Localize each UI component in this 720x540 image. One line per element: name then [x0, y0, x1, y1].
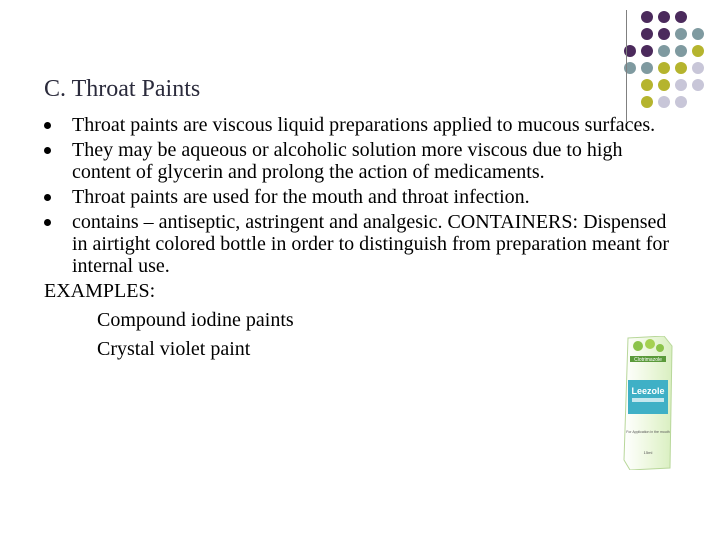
product-note: For Application in the mouth — [626, 430, 670, 434]
product-name: Leezole — [631, 386, 665, 396]
bullet-item — [44, 186, 684, 208]
bullet-text: Throat paints are viscous liquid preparations applied to mucous surfaces. — [72, 114, 656, 136]
bullet-item — [44, 139, 684, 183]
bullet-item — [44, 211, 684, 277]
slide-body — [44, 114, 684, 360]
decorative-divider-line — [626, 10, 627, 122]
bullet-dot-icon — [44, 122, 51, 129]
product-volume: 15ml — [643, 450, 653, 455]
bullet-text: contains – antiseptic, astringent and analgesic. CONTAINERS: Dispensed in airtight colored bottle in order to distinguish from preparation meant for internal use. — [72, 211, 670, 277]
product-box-image — [620, 336, 674, 470]
bullet-item — [44, 114, 684, 136]
example-item: Compound iodine paints — [97, 309, 294, 331]
examples-heading: EXAMPLES: — [44, 280, 156, 302]
bullet-dot-icon — [44, 194, 51, 201]
bullet-text: They may be aqueous or alcoholic solution more viscous due to high content of glycerin and prolong the action of medicaments. — [72, 139, 623, 183]
slide-title: C. Throat Paints — [44, 76, 201, 102]
bullet-dot-icon — [44, 147, 51, 154]
example-item: Crystal violet paint — [97, 338, 251, 360]
product-brand: Clotrimazole — [634, 357, 662, 363]
bullet-dot-icon — [44, 219, 51, 226]
bullet-text: Throat paints are used for the mouth and throat infection. — [72, 186, 530, 208]
